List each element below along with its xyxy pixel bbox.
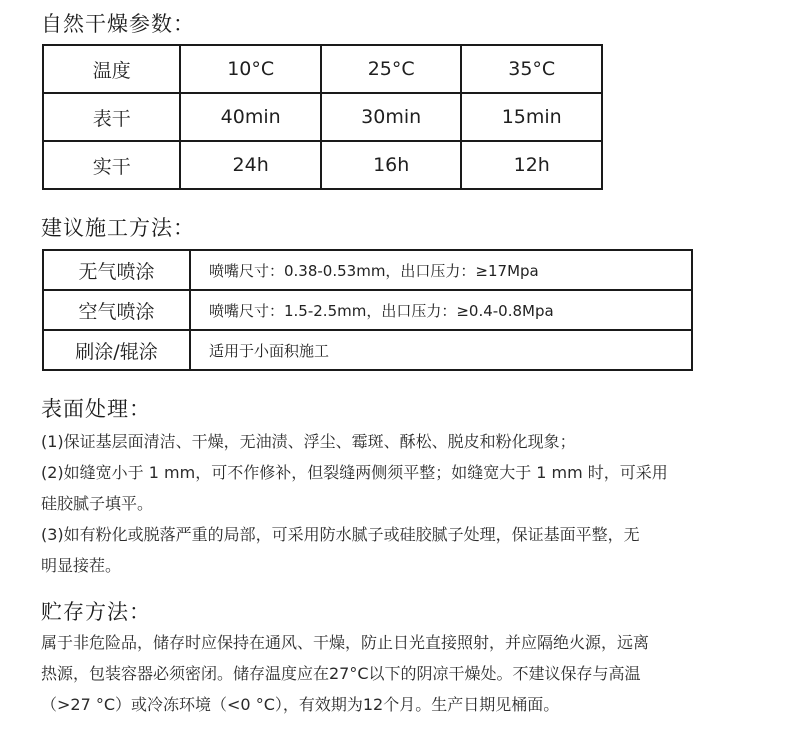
application-method-heading: 建议施工方法： bbox=[41, 216, 195, 240]
table-cell: 40min bbox=[180, 93, 321, 141]
table-row bbox=[43, 250, 692, 290]
method-label-air-spray: 空气喷涂 bbox=[43, 290, 190, 330]
surface-item-1 bbox=[41, 426, 761, 457]
table-cell: 30min bbox=[321, 93, 462, 141]
method-label-airless-spray: 无气喷涂 bbox=[43, 250, 190, 290]
table-cell: 24h bbox=[180, 141, 321, 189]
table-row bbox=[43, 93, 602, 141]
header-cell-25c: 25°C bbox=[321, 45, 462, 93]
text-line: 明显接茬。 bbox=[41, 556, 122, 575]
text-line: 属于非危险品，储存时应保持在通风、干燥，防止日光直接照射，并应隔绝火源，远离 bbox=[41, 633, 650, 652]
text-line: (1)保证基层面清洁、干燥，无油渍、浮尘、霉斑、酥松、脱皮和粉化现象； bbox=[41, 432, 576, 451]
surface-item-2 bbox=[41, 457, 761, 519]
table-row bbox=[43, 141, 602, 189]
storage-method-heading: 贮存方法： bbox=[41, 600, 151, 624]
storage-paragraph bbox=[41, 627, 761, 720]
table-cell: 12h bbox=[461, 141, 602, 189]
table-row bbox=[43, 290, 692, 330]
method-description: 适用于小面积施工 bbox=[190, 330, 692, 370]
method-description: 喷嘴尺寸：1.5-2.5mm，出口压力：≥0.4-0.8Mpa bbox=[190, 290, 692, 330]
drying-params-table bbox=[42, 44, 603, 190]
table-header-row bbox=[43, 45, 602, 93]
header-cell-35c: 35°C bbox=[461, 45, 602, 93]
surface-treatment-heading: 表面处理： bbox=[41, 397, 151, 421]
table-cell: 16h bbox=[321, 141, 462, 189]
application-method-table bbox=[42, 249, 693, 371]
row-label-surface-dry: 表干 bbox=[43, 93, 180, 141]
text-line: (2)如缝宽小于 1 mm，可不作修补，但裂缝两侧须平整；如缝宽大于 1 mm 时，可采用 bbox=[41, 463, 668, 482]
row-label-hard-dry: 实干 bbox=[43, 141, 180, 189]
text-line: 硅胶腻子填平。 bbox=[41, 494, 154, 513]
text-line: 热源，包装容器必须密闭。储存温度应在27°C以下的阴凉干燥处。不建议保存与高温 bbox=[41, 664, 641, 683]
header-cell-temperature: 温度 bbox=[43, 45, 180, 93]
text-line: (3)如有粉化或脱落严重的局部，可采用防水腻子或硅胶腻子处理，保证基面平整，无 bbox=[41, 525, 640, 544]
method-description: 喷嘴尺寸：0.38-0.53mm，出口压力：≥17Mpa bbox=[190, 250, 692, 290]
method-label-brush-roll: 刷涂/辊涂 bbox=[43, 330, 190, 370]
header-cell-10c: 10°C bbox=[180, 45, 321, 93]
drying-params-heading: 自然干燥参数： bbox=[41, 12, 195, 36]
table-row bbox=[43, 330, 692, 370]
text-line: （>27 °C）或冷冻环境（<0 °C），有效期为12个月。生产日期见桶面。 bbox=[41, 695, 560, 714]
surface-item-3 bbox=[41, 519, 761, 581]
table-cell: 15min bbox=[461, 93, 602, 141]
